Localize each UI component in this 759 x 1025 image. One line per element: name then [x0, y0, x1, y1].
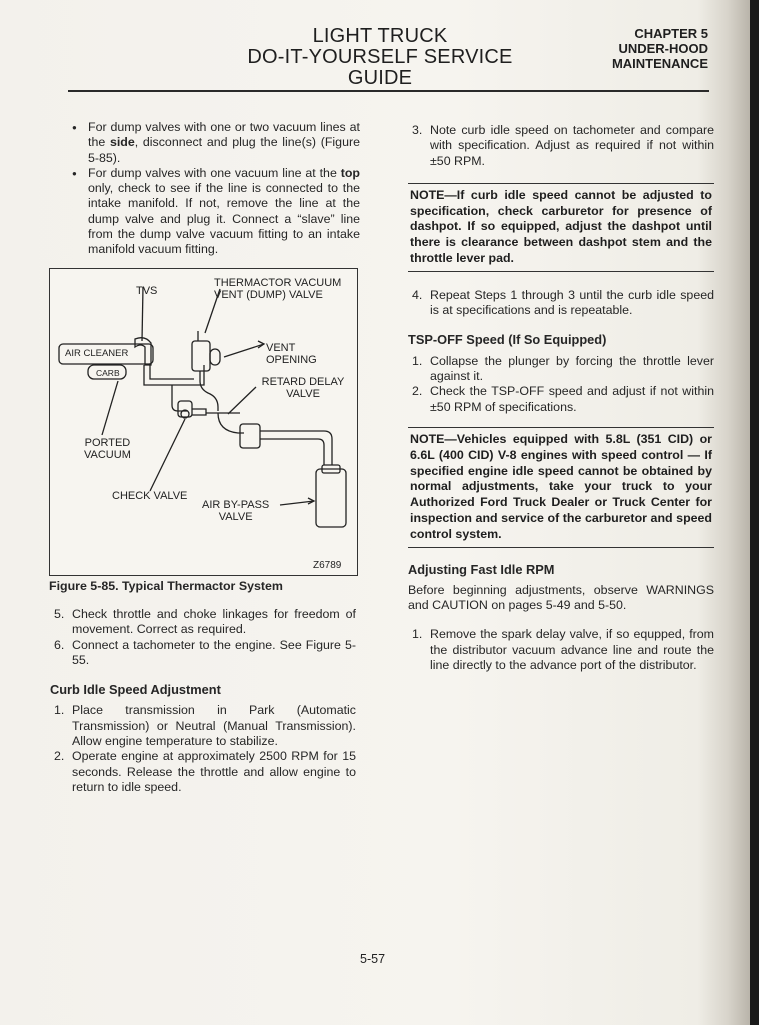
step-5: 5. Check throttle and choke linkages for freedom of movement. Correct as required. — [54, 607, 356, 637]
label-carb: CARB — [96, 368, 120, 378]
fast-step-1: 1. Remove the spark delay valve, if so equpped, from the distributor vacuum advance line and route the line directly to the advance port of the distributor. — [412, 627, 714, 673]
fast-idle-intro: Before beginning adjustments, observe WARNINGS and CAUTION on pages 5-49 and 5-50. — [408, 582, 714, 613]
left-steps — [50, 607, 356, 795]
curb-idle-heading: Curb Idle Speed Adjustment — [50, 682, 221, 698]
label-vent-opening: VENT OPENING — [266, 342, 317, 366]
note-dashpot: NOTE—If curb idle speed cannot be adjusted to specification, check carburetor for presence of dashpot. If so equipped, adjust the dashpot until there is clearance between dashpot stem and the throttle lever pad. — [408, 183, 714, 272]
label-tvs: TVS — [136, 285, 158, 297]
label-thermactor: THERMACTOR VACUUM VENT (DUMP) VALVE — [214, 277, 342, 301]
thermactor-figure — [49, 268, 358, 576]
bullet-side-lines: ● For dump valves with one or two vacuum lines at the side, disconnect and plug the line(s) (Figure 5-85). — [70, 120, 360, 166]
header-divider — [68, 90, 709, 92]
figure-caption: Figure 5-85. Typical Thermactor System — [49, 579, 283, 593]
header-title-line2: DO-IT-YOURSELF SERVICE GUIDE — [247, 46, 513, 89]
dump-valve-shape — [192, 341, 210, 371]
figure-id: Z6789 — [313, 560, 342, 571]
tvs-shape — [135, 338, 151, 365]
page-number: 5-57 — [360, 952, 386, 966]
right-column — [408, 123, 714, 673]
bullet-top-line: ● For dump valves with one vacuum line at the top only, check to see if the line is connected to the intake manifold. If not, remove the line at the dump valve and plug it. Connect a “slave” line from the dump valve vacuum fitting to an intake manifold vacuum fitting. — [70, 166, 360, 258]
label-air-bypass-valve: AIR BY-PASS VALVE — [202, 499, 270, 523]
chapter-label — [612, 26, 708, 71]
air-bypass-valve-shape — [316, 469, 346, 527]
label-air-cleaner: AIR CLEANER — [65, 348, 129, 359]
tsp-off-heading: TSP-OFF Speed (If So Equipped) — [408, 332, 607, 348]
fast-idle-heading: Adjusting Fast Idle RPM — [408, 561, 555, 577]
chapter-line2: UNDER-HOOD — [618, 41, 708, 56]
thermactor-diagram — [50, 269, 357, 575]
note-speed-control: NOTE—Vehicles equipped with 5.8L (351 CID) or 6.6L (400 CID) V-8 engines with speed control — If specified engine idle speed cannot be obtained by normal adjustments, take your truck to your Authorized Ford Truck Dealer or Truck Center for inspection and service of the carburetor and speed control system. — [408, 427, 714, 548]
step-6: 6. Connect a tachometer to the engine. See Figure 5-55. — [54, 637, 356, 667]
label-ported-vacuum: PORTED VACUUM — [84, 437, 131, 461]
tsp-step-2: 2. Check the TSP-OFF speed and adjust if not within ±50 RPM of specifications. — [412, 384, 714, 414]
check-valve-shape — [178, 401, 192, 417]
chapter-line1: CHAPTER 5 — [634, 26, 708, 41]
chapter-line3: MAINTENANCE — [611, 56, 708, 71]
page-header-title — [215, 26, 545, 89]
label-retard-delay-valve: RETARD DELAY VALVE — [261, 376, 345, 400]
step-3: 3. Note curb idle speed on tachometer and compare with specification. Adjust as required if not within ±50 RPM. — [412, 123, 714, 168]
step-4: 4. Repeat Steps 1 through 3 until the curb idle speed is at specifications and is repeatable. — [412, 287, 714, 318]
tsp-step-1: 1. Collapse the plunger by forcing the throttle lever against it. — [412, 353, 714, 384]
curb-step-2: 2. Operate engine at approximately 2500 RPM for 15 seconds. Release the throttle and allow engine to return to idle speed. — [54, 749, 356, 794]
header-title-line1: LIGHT TRUCK — [312, 25, 448, 47]
left-bullets — [70, 120, 360, 258]
curb-step-1: 1. Place transmission in Park (Automatic Transmission) or Neutral (Manual Transmission). Allow engine temperature to stabilize. — [54, 703, 356, 749]
label-check-valve: CHECK VALVE — [112, 490, 188, 502]
retard-delay-valve-shape — [240, 424, 260, 448]
